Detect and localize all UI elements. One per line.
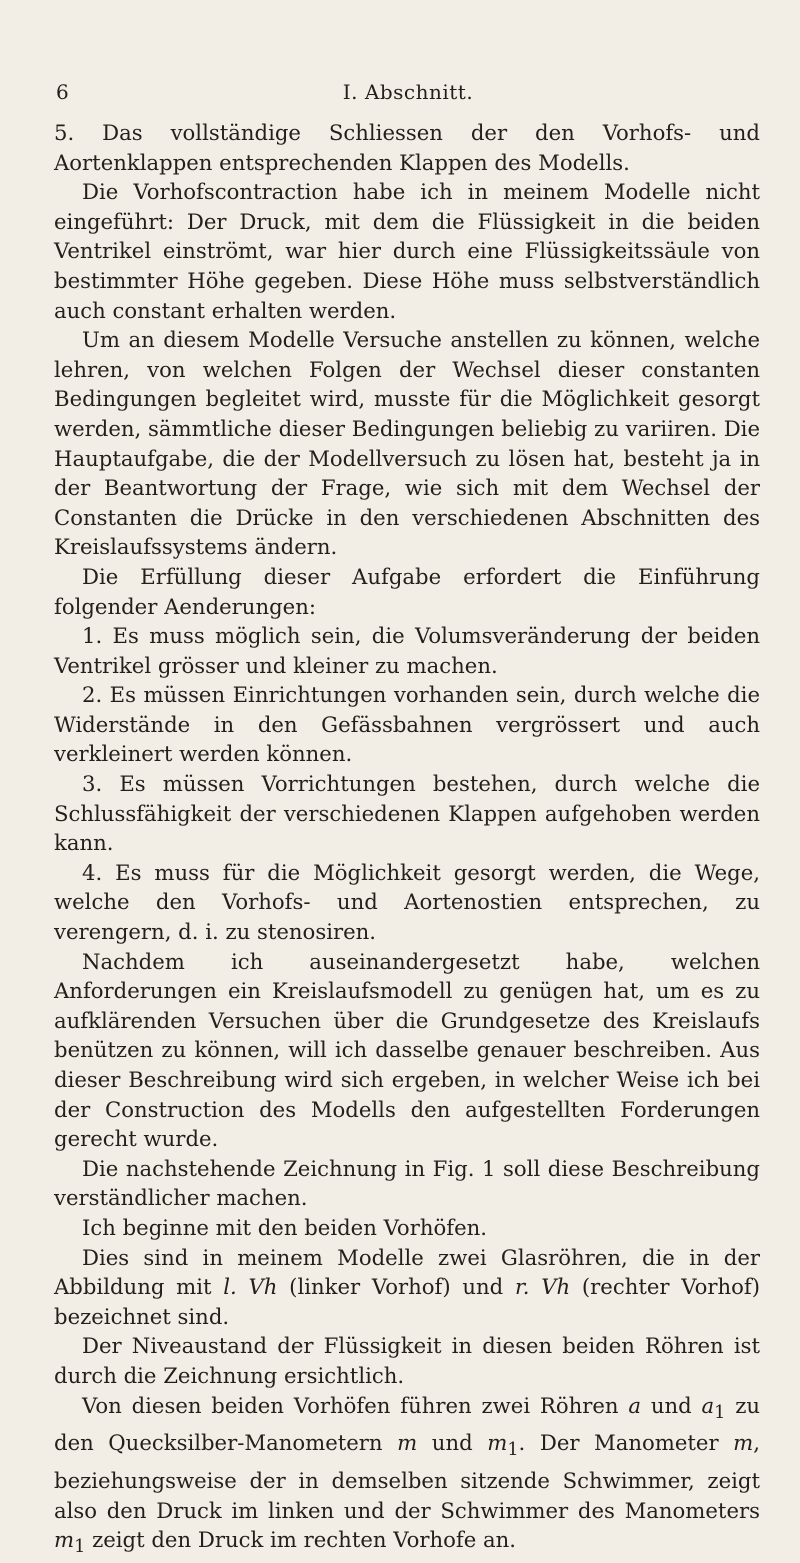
running-head: I. Abschnitt. [342, 80, 474, 104]
symbol: m [733, 1430, 754, 1456]
subscript: 1 [714, 1402, 726, 1423]
symbol: m [54, 1527, 75, 1553]
symbol: a [628, 1392, 642, 1418]
paragraph: Die Erfüllung dieser Aufgabe erfordert die Einführung folgender Aenderungen: [54, 563, 760, 619]
text-run: (rechter Vorhof) bezeichnet sind. [54, 1274, 761, 1329]
subscript: 1 [507, 1440, 519, 1461]
text-run: . Der Manometer [518, 1430, 734, 1456]
symbol: a [701, 1392, 715, 1418]
list-item: 4. Es muss für die Möglichkeit gesorgt werden, die Wege, welche den Vorhofs- und Aortenostien entsprechen, zu verengern, d. i. zu stenosiren. [54, 859, 760, 945]
page-header [56, 80, 760, 110]
text-run: Von diesen beiden Vorhöfen führen zwei Röhren [82, 1392, 629, 1418]
paragraph: Die Vorhofscontraction habe ich in meinem Modelle nicht eingeführt: Der Druck, mit dem die Flüssigkeit in die beiden Ventrikel einströmt, war hier durch eine Flüssigkeitssäule von bestimmter Höhe gegeben. Diese Höhe muss selbstverständlich auch constant erhalten werden. [54, 179, 760, 323]
text-run: und [417, 1430, 488, 1456]
paragraph-vorhoefe [54, 1243, 760, 1332]
page-number: 6 [56, 80, 70, 104]
symbol: m [397, 1430, 418, 1456]
symbol: r. Vh [514, 1274, 571, 1300]
symbol: l. Vh [223, 1274, 278, 1300]
text-run: und [641, 1392, 702, 1418]
subscript: 1 [74, 1537, 86, 1558]
paragraph: Nachdem ich auseinandergesetzt habe, welchen Anforderungen ein Kreislaufsmodell zu genügen hat, um es zu aufklärenden Versuchen über die Grundgesetze des Kreislaufs benützen zu können, will ich dasselbe genauer beschreiben. Aus dieser Beschreibung wird sich ergeben, in welcher Weise ich bei der Construction des Modells den aufgestellten Forderungen gerecht wurde. [54, 948, 760, 1152]
symbol: m [487, 1430, 508, 1456]
section-heading-paragraph: 5. Das vollständige Schliessen der den Vorhofs- und Aortenklappen entsprechenden Klappen des Modells. [54, 120, 760, 175]
text-run: zeigt den Druck im rechten Vorhofe an. [85, 1527, 517, 1553]
text-run: (linker Vorhof) und [277, 1274, 515, 1300]
list-item: 1. Es muss möglich sein, die Volumsveränderung der beiden Ventrikel grösser und kleiner zu machen. [54, 623, 760, 678]
paragraph: Der Niveaustand der Flüssigkeit in diesen beiden Röhren ist durch die Zeichnung ersichtlich. [54, 1333, 760, 1388]
body-text [54, 118, 760, 1563]
paragraph: Die nachstehende Zeichnung in Fig. 1 soll diese Beschreibung verständlicher machen. [54, 1155, 760, 1211]
list-item: 3. Es müssen Vorrichtungen bestehen, durch welche die Schlussfähigkeit der verschiedenen Klappen aufgehoben werden kann. [54, 771, 760, 856]
text-run: zu den Quecksilber-Manometern [54, 1392, 761, 1456]
list-item: 2. Es müssen Einrichtungen vorhanden sein, durch welche die Widerstände in den Gefässbahnen vergrössert und auch verkleinert werden können. [54, 682, 760, 767]
text-run: , beziehungsweise der in demselben sitzende Schwimmer, zeigt also den Druck im linken und der Schwimmer des Manometers [54, 1430, 761, 1523]
text-run: Dies sind in meinem Modelle zwei Glasröhren, die in der Abbildung mit [54, 1244, 760, 1300]
paragraph-roehren [54, 1391, 760, 1563]
paragraph: Um an diesem Modelle Versuche anstellen zu können, welche lehren, von welchen Folgen der Wechsel dieser constanten Bedingungen begleitet wird, musste für die Möglichkeit gesorgt werden, sämmtliche dieser Bedingungen beliebig zu variiren. Die Hauptaufgabe, die der Modellversuch zu lösen hat, besteht ja in der Beantwortung der Frage, wie sich mit dem Wechsel der Constanten die Drücke in den verschiedenen Abschnitten des Kreislaufssystems ändern. [54, 327, 760, 560]
paragraph: Ich beginne mit den beiden Vorhöfen. [82, 1214, 487, 1240]
